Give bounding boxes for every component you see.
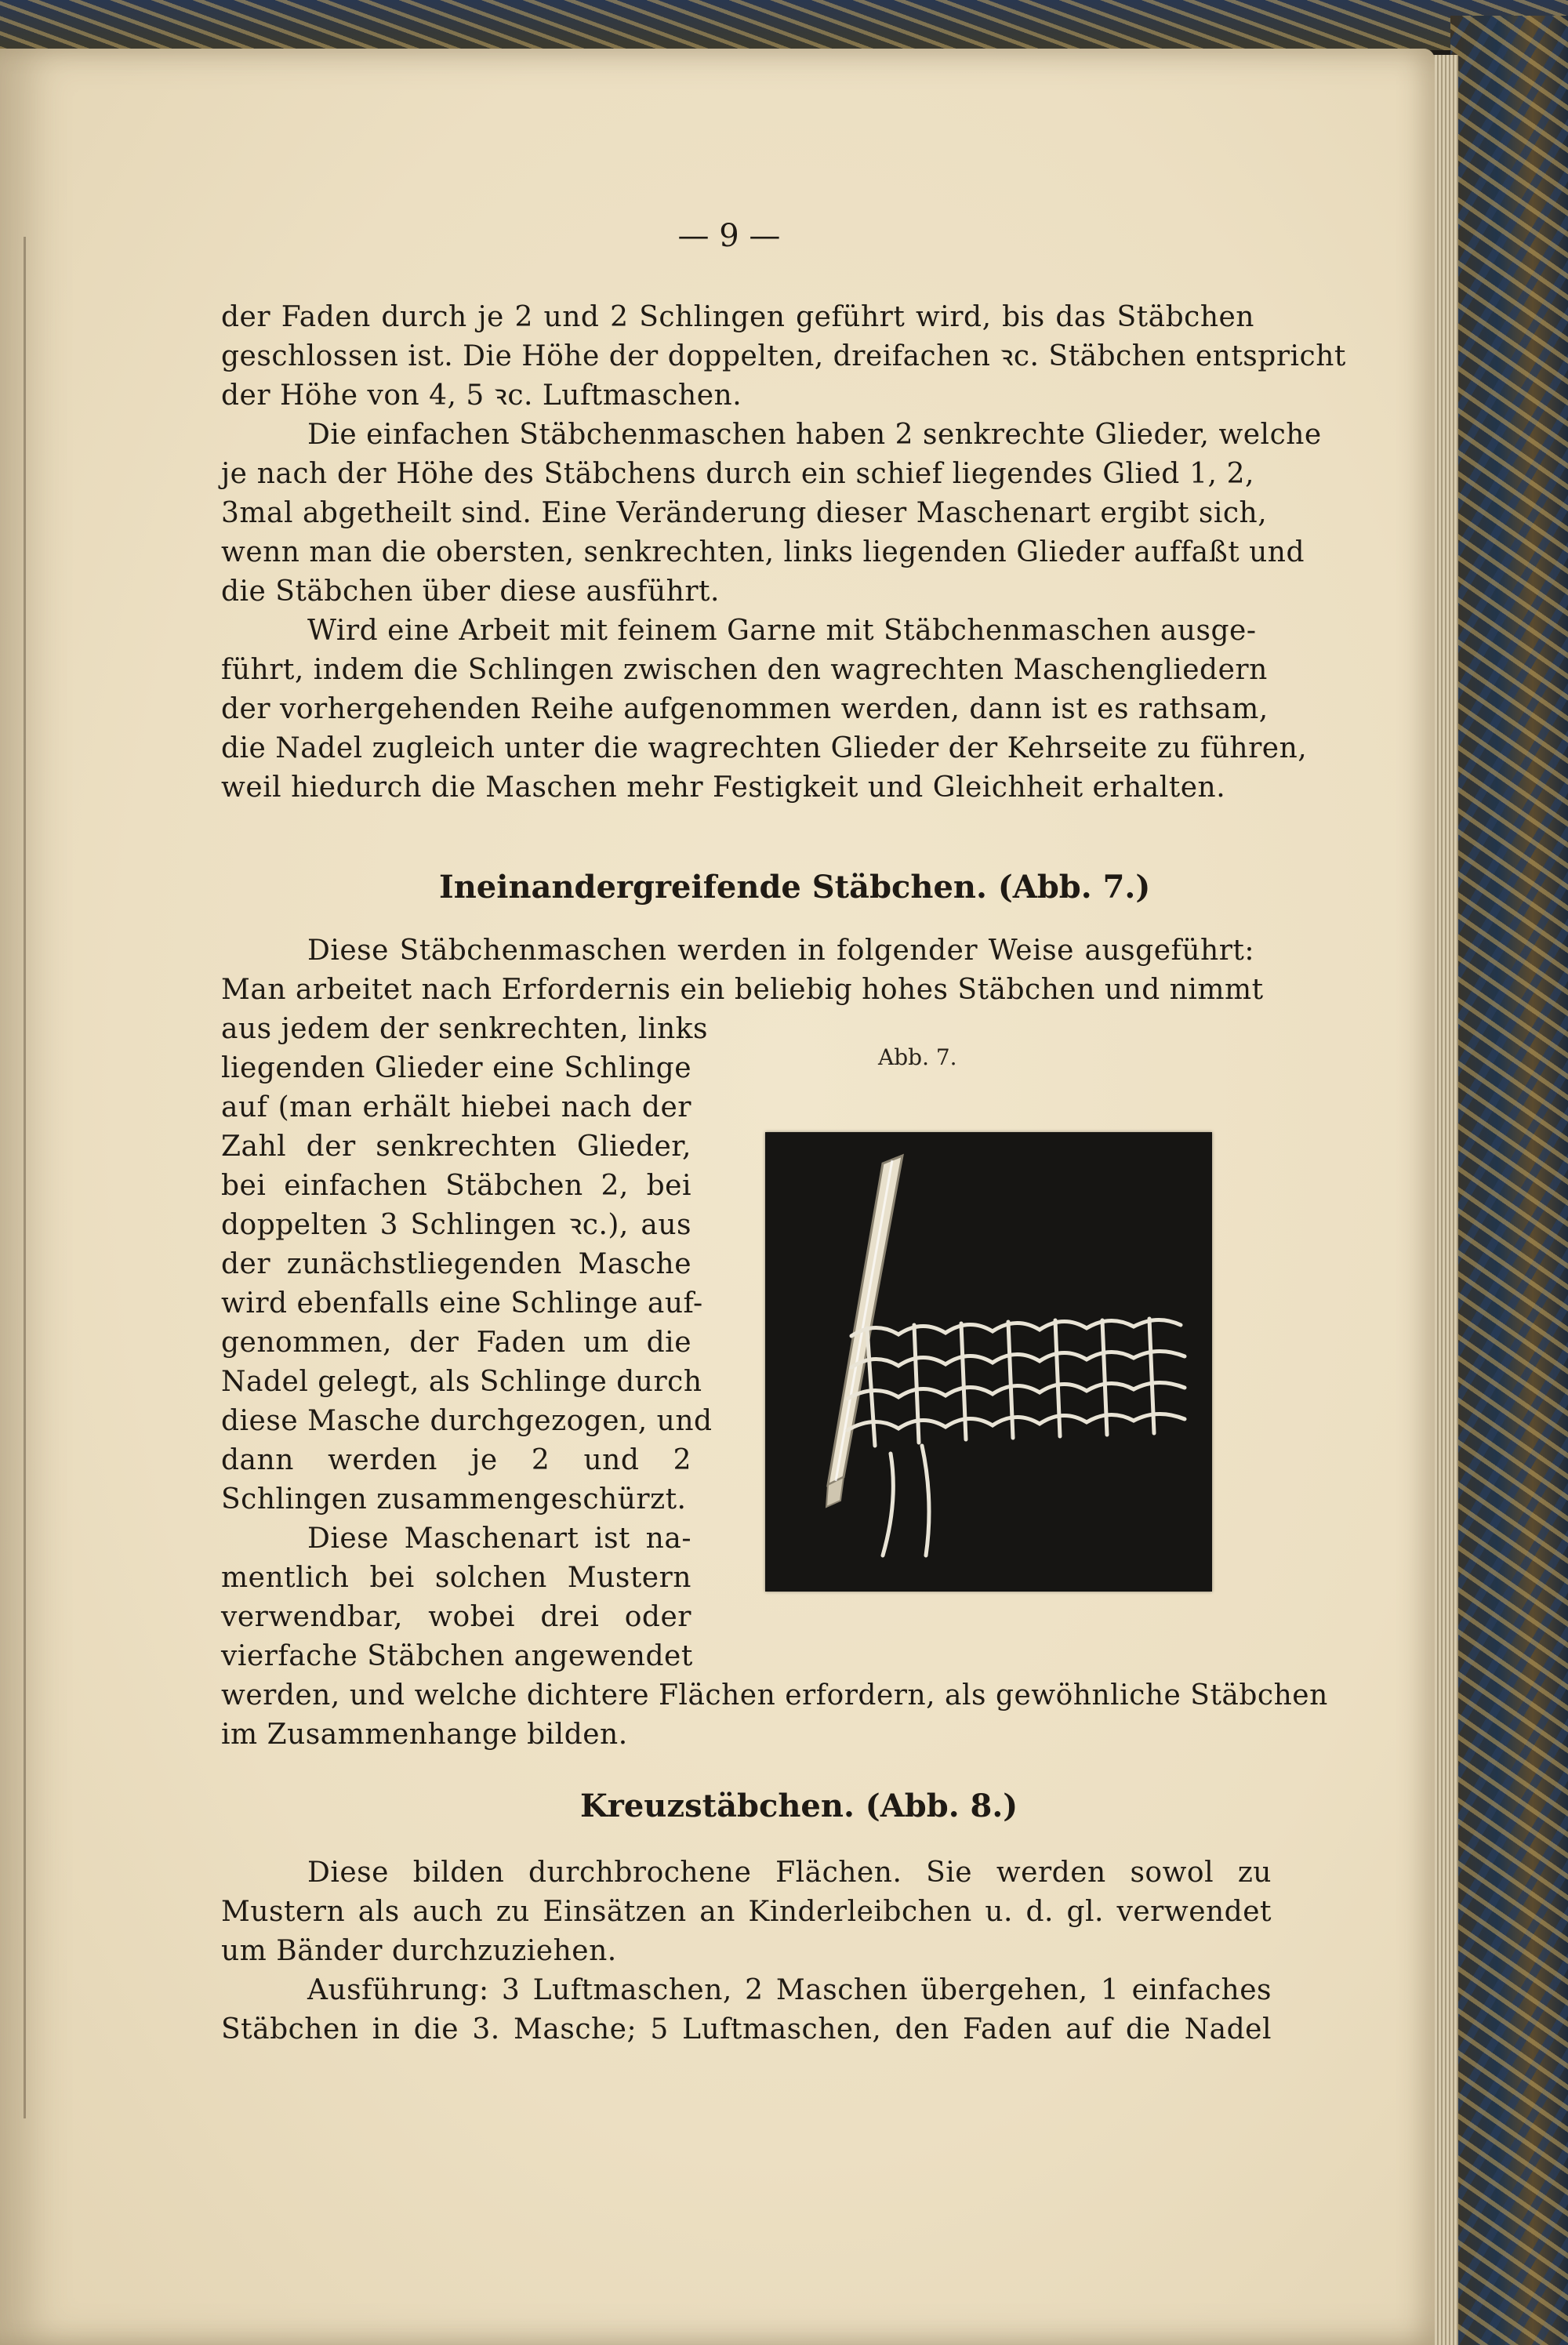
text-line: der Faden durch je 2 und 2 Schlingen geführt wird, bis das Stäbchen xyxy=(221,301,1254,333)
text-line: im Zusammenhange bilden. xyxy=(221,1719,628,1751)
text-line: die Nadel zugleich unter die wagrechten Glieder der Kehrseite zu führen, xyxy=(221,732,1308,764)
text-line: die Stäbchen über diese ausführt. xyxy=(221,575,720,608)
text-line: diese Masche durchgezogen, und xyxy=(221,1405,713,1437)
text-line: Diese bilden durchbrochene Flächen. Sie werden sowol zu xyxy=(307,1857,1272,1889)
section-1-column xyxy=(221,1010,713,1676)
crochet-hook-illustration xyxy=(765,1132,1212,1592)
marbled-cover xyxy=(1450,16,1568,2345)
binding-gutter xyxy=(24,237,34,2118)
section-heading-interlocking: Ineinandergreifende Stäbchen. (Abb. 7.) xyxy=(439,869,1151,906)
text-line: Diese Stäbchenmaschen werden in folgender Weise ausgeführt: xyxy=(307,935,1254,967)
text-line: wird ebenfalls eine Schlinge auf- xyxy=(221,1287,703,1320)
text-line: der zunächstliegenden Masche xyxy=(221,1248,691,1280)
section-heading-cross-stitch: Kreuzstäbchen. (Abb. 8.) xyxy=(580,1788,1018,1824)
paragraph-2 xyxy=(221,416,1322,612)
text-line: Ausführung: 3 Luftmaschen, 2 Maschen übergehen, 1 einfaches xyxy=(307,1974,1272,2006)
stitch-rows xyxy=(848,1319,1185,1555)
text-line: doppelten 3 Schlingen ꝛc.), aus xyxy=(221,1209,691,1241)
text-line: weil hiedurch die Maschen mehr Festigkeit und Gleichheit erhalten. xyxy=(221,771,1226,804)
crochet-illustration xyxy=(765,1132,1212,1592)
paragraph-1 xyxy=(221,298,1346,416)
text-line: Die einfachen Stäbchenmaschen haben 2 senkrechte Glieder, welche xyxy=(307,419,1322,451)
text-line: 3mal abgetheilt sind. Eine Veränderung dieser Maschenart ergibt sich, xyxy=(221,497,1268,529)
text-line: werden, und welche dichtere Flächen erfordern, als gewöhnliche Stäbchen xyxy=(221,1679,1328,1712)
text-line: aus jedem der senkrechten, links xyxy=(221,1013,708,1045)
text-line: um Bänder durchzuziehen. xyxy=(221,1935,617,1967)
section-1-closing xyxy=(221,1676,1328,1755)
text-line: führt, indem die Schlingen zwischen den wagrechten Maschengliedern xyxy=(221,654,1268,686)
text-line: Stäbchen in die 3. Masche; 5 Luftmaschen, den Faden auf die Nadel xyxy=(221,2013,1272,2046)
text-line: Wird eine Arbeit mit feinem Garne mit Stäbchenmaschen ausge- xyxy=(307,615,1257,647)
text-line: Diese Maschenart ist na- xyxy=(307,1523,691,1555)
section-1-intro xyxy=(221,931,1264,1010)
text-line: Mustern als auch zu Einsätzen an Kinderleibchen u. d. gl. verwendet xyxy=(221,1896,1272,1928)
text-line: Man arbeitet nach Erfordernis ein beliebig hohes Stäbchen und nimmt xyxy=(221,974,1264,1006)
text-line: genommen, der Faden um die xyxy=(221,1327,691,1359)
text-line: Nadel gelegt, als Schlinge durch xyxy=(221,1366,702,1398)
book-top-edge xyxy=(0,0,1568,50)
text-line: Schlingen zusammengeschürzt. xyxy=(221,1483,687,1516)
section-2-body xyxy=(221,1853,1272,2049)
text-line: geschlossen ist. Die Höhe der doppelten, dreifachen ꝛc. Stäbchen entspricht xyxy=(221,340,1346,372)
text-line: vierfache Stäbchen angewendet xyxy=(221,1640,693,1672)
figure-caption: Abb. 7. xyxy=(878,1044,957,1070)
text-line: auf (man erhält hiebei nach der xyxy=(221,1091,691,1123)
text-line: dann werden je 2 und 2 xyxy=(221,1444,691,1476)
text-line: der vorhergehenden Reihe aufgenommen werden, dann ist es rathsam, xyxy=(221,693,1269,725)
text-line: verwendbar, wobei drei oder xyxy=(221,1601,691,1633)
paragraph-3 xyxy=(221,612,1308,808)
text-line: wenn man die obersten, senkrechten, links liegenden Glieder auffaßt und xyxy=(221,536,1305,568)
page-number: — 9 — xyxy=(677,218,781,254)
text-line: bei einfachen Stäbchen 2, bei xyxy=(221,1170,691,1202)
text-line: liegenden Glieder eine Schlinge xyxy=(221,1052,691,1084)
text-line: der Höhe von 4, 5 ꝛc. Luftmaschen. xyxy=(221,379,742,412)
text-line: mentlich bei solchen Mustern xyxy=(221,1562,691,1594)
text-line: Zahl der senkrechten Glieder, xyxy=(221,1131,691,1163)
text-line: je nach der Höhe des Stäbchens durch ein schief liegendes Glied 1, 2, xyxy=(221,458,1254,490)
